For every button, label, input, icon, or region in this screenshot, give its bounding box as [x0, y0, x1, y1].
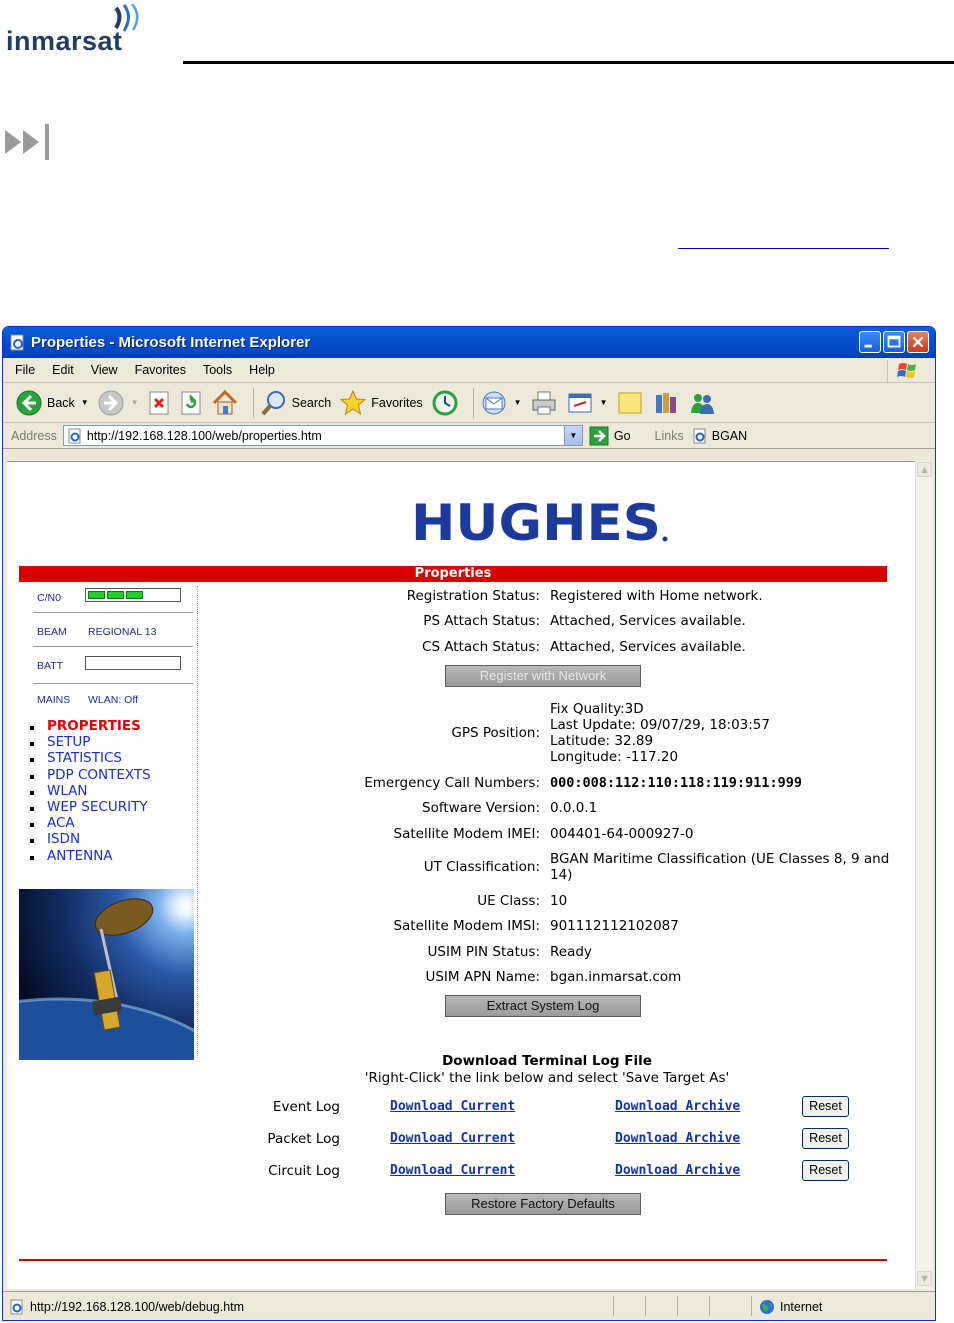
ie-page-icon: [67, 428, 83, 444]
links-label[interactable]: Links: [654, 428, 684, 443]
extract-system-log-button[interactable]: Extract System Log: [445, 995, 641, 1017]
usim-apn-value: bgan.inmarsat.com: [550, 969, 682, 985]
nav-item-pdp-contexts[interactable]: PDP CONTEXTS: [47, 766, 151, 783]
section-title: Properties: [414, 566, 492, 581]
search-icon: [260, 389, 288, 417]
battery-meter: [85, 656, 181, 670]
back-arrow-icon: [15, 389, 43, 417]
ue-class-value: 10: [550, 893, 568, 909]
address-url: http://192.168.128.100/web/properties.htm: [86, 428, 322, 443]
restore-factory-defaults-button[interactable]: Restore Factory Defaults: [445, 1193, 641, 1215]
go-label: Go: [613, 428, 631, 443]
history-button[interactable]: [431, 389, 459, 417]
close-button[interactable]: [907, 331, 929, 353]
chevron-down-icon[interactable]: ▼: [513, 398, 522, 407]
gps-fix-quality: Fix Quality:3D: [550, 701, 644, 717]
imei-value: 004401-64-000927-0: [550, 826, 694, 842]
usim-pin-label: USIM PIN Status:: [427, 944, 540, 960]
standard-toolbar: [3, 383, 935, 423]
nav-item-setup[interactable]: SETUP: [47, 734, 151, 750]
satellite-image: [19, 889, 194, 1060]
hughes-logo-text: HUGHES: [411, 498, 661, 544]
packet-log-reset-button[interactable]: Reset: [802, 1128, 849, 1149]
menu-file[interactable]: File: [15, 363, 36, 377]
links-bar: [655, 428, 748, 444]
home-button[interactable]: [211, 389, 239, 417]
nav-item-statistics[interactable]: STATISTICS: [47, 750, 151, 766]
fast-forward-icon: [5, 124, 53, 160]
security-zone: [759, 1299, 822, 1315]
emergency-label: Emergency Call Numbers:: [364, 775, 540, 791]
menu-tools[interactable]: Tools: [202, 363, 233, 377]
edit-page-icon: [566, 389, 594, 417]
discuss-button[interactable]: [616, 389, 644, 417]
circuit-log-download-current-link[interactable]: Download Current: [390, 1163, 516, 1178]
status-url-text: http://192.168.128.100/web/debug.htm: [30, 1300, 245, 1314]
globe-icon: [759, 1299, 775, 1315]
nav-menu: [47, 718, 151, 864]
register-network-button[interactable]: Register with Network: [445, 665, 641, 687]
batt-label: BATT: [37, 660, 64, 672]
browser-window: [2, 326, 936, 1321]
maximize-button[interactable]: [883, 331, 905, 353]
research-books-icon: [652, 389, 680, 417]
circuit-log-download-archive-link[interactable]: Download Archive: [615, 1163, 741, 1178]
vertical-scrollbar[interactable]: [915, 461, 932, 1289]
inmarsat-logo-text: inmarsat: [6, 26, 123, 56]
chevron-down-icon: ▼: [569, 431, 578, 440]
cn0-meter-segment: [107, 591, 124, 599]
bgan-link-label: BGAN: [711, 428, 748, 443]
download-subtitle: 'Right-Click' the link below and select 'Save Target As': [364, 1070, 730, 1086]
favorites-star-icon: [339, 389, 367, 417]
page-viewport: [7, 461, 915, 1289]
mail-icon: [480, 389, 508, 417]
scroll-up-button[interactable]: [917, 462, 932, 477]
security-zone-label: Internet: [780, 1300, 823, 1314]
nav-item-isdn[interactable]: ISDN: [47, 831, 151, 847]
favorites-label: Favorites: [371, 395, 423, 410]
hughes-logo: [411, 498, 669, 544]
event-log-label: Event Log: [272, 1099, 340, 1115]
edit-button[interactable]: [566, 389, 608, 417]
minimize-button[interactable]: [859, 331, 881, 353]
mail-button[interactable]: [480, 389, 522, 417]
chevron-down-icon[interactable]: ▼: [599, 398, 608, 407]
chevron-up-icon: ▲: [921, 465, 928, 474]
packet-log-label: Packet Log: [267, 1131, 340, 1147]
chevron-down-icon[interactable]: ▼: [80, 398, 89, 407]
ie-page-icon: [9, 334, 27, 352]
cn0-meter: [85, 588, 181, 602]
status-bar: [3, 1291, 936, 1321]
imsi-label: Satellite Modem IMSI:: [393, 918, 540, 934]
title-bar[interactable]: [3, 327, 935, 358]
windows-logo-icon: [887, 360, 927, 382]
address-dropdown-button[interactable]: [564, 426, 582, 445]
ps-attach-label: PS Attach Status:: [423, 613, 540, 629]
link-underline: [678, 248, 889, 249]
emergency-value: 000:008:112:110:118:119:911:999: [550, 775, 802, 791]
menu-favorites[interactable]: Favorites: [134, 363, 186, 377]
imsi-value: 901112112102087: [550, 918, 679, 934]
print-button[interactable]: [530, 389, 558, 417]
refresh-icon: [179, 390, 203, 416]
nav-item-properties[interactable]: PROPERTIES: [47, 718, 151, 734]
inmarsat-logo: [4, 4, 144, 60]
ut-classification-value: BGAN Maritime Classification (UE Classes 8, 9 and 14): [550, 851, 890, 883]
favorites-button[interactable]: [339, 389, 422, 417]
beam-value: REGIONAL 13: [88, 626, 157, 638]
wlan-status: WLAN: Off: [88, 694, 138, 706]
forward-button[interactable]: [97, 389, 139, 417]
cn0-meter-segment: [88, 591, 105, 599]
gps-label: GPS Position:: [451, 725, 540, 741]
mains-label: MAINS: [37, 694, 71, 706]
event-log-download-current-link[interactable]: Download Current: [390, 1099, 516, 1114]
go-button[interactable]: [589, 426, 631, 446]
chevron-down-icon[interactable]: ▼: [130, 398, 139, 407]
status-url: [9, 1299, 244, 1315]
printer-icon: [530, 389, 558, 417]
nav-item-aca[interactable]: ACA: [47, 815, 151, 831]
event-log-reset-button[interactable]: Reset: [802, 1096, 849, 1117]
address-input[interactable]: [63, 425, 583, 446]
cs-attach-value: Attached, Services available.: [550, 639, 746, 655]
back-label: Back: [47, 395, 75, 410]
menu-edit[interactable]: Edit: [52, 363, 74, 377]
messenger-icon: [688, 389, 716, 417]
section-title-bar: [19, 566, 887, 582]
gps-latitude: Latitude: 32.89: [550, 733, 654, 749]
ue-class-label: UE Class:: [477, 893, 540, 909]
circuit-log-label: Circuit Log: [268, 1163, 340, 1179]
search-label: Search: [291, 395, 332, 410]
stop-icon: [147, 390, 171, 416]
software-value: 0.0.0.1: [550, 800, 598, 816]
cn0-label: C/N0: [37, 592, 61, 604]
usim-pin-value: Ready: [550, 944, 592, 960]
messenger-button[interactable]: [688, 389, 716, 417]
registration-label: Registration Status:: [406, 588, 540, 604]
window-title: Properties - Microsoft Internet Explorer: [31, 334, 311, 351]
close-icon: [908, 332, 928, 352]
gps-last-update: Last Update: 09/07/29, 18:03:57: [550, 717, 770, 733]
registration-value: Registered with Home network.: [550, 588, 763, 604]
history-icon: [431, 389, 459, 417]
back-button[interactable]: [15, 389, 89, 417]
nav-item-wlan[interactable]: WLAN: [47, 783, 151, 799]
event-log-download-archive-link[interactable]: Download Archive: [615, 1099, 741, 1114]
address-label: Address: [11, 428, 57, 443]
go-arrow-icon: [589, 426, 609, 446]
research-button[interactable]: [652, 389, 680, 417]
packet-log-download-current-link[interactable]: Download Current: [390, 1131, 516, 1146]
forward-arrow-icon: [97, 389, 125, 417]
refresh-button[interactable]: [179, 390, 203, 416]
chevron-down-icon: ▼: [921, 1274, 928, 1283]
search-button[interactable]: [260, 389, 332, 417]
maximize-icon: [884, 332, 904, 352]
bgan-link[interactable]: [692, 428, 747, 444]
address-bar: [3, 423, 935, 449]
header-rule: [183, 61, 954, 64]
home-icon: [211, 389, 239, 417]
usim-apn-label: USIM APN Name:: [425, 969, 540, 985]
note-icon: [616, 389, 644, 417]
beam-label: BEAM: [37, 626, 67, 638]
software-label: Software Version:: [422, 800, 540, 816]
ie-page-icon: [9, 1299, 25, 1315]
download-title: Download Terminal Log File: [442, 1053, 652, 1069]
bottom-divider: [19, 1259, 887, 1261]
menu-view[interactable]: View: [90, 363, 118, 377]
gps-longitude: Longitude: -117.20: [550, 749, 679, 765]
menu-bar: [3, 358, 935, 383]
scroll-down-button[interactable]: [917, 1271, 932, 1286]
satellite-illustration: [19, 889, 194, 1060]
cs-attach-label: CS Attach Status:: [422, 639, 540, 655]
ie-page-icon: [692, 428, 708, 444]
ps-attach-value: Attached, Services available.: [550, 613, 746, 629]
packet-log-download-archive-link[interactable]: Download Archive: [615, 1131, 741, 1146]
minimize-icon: [860, 332, 880, 352]
circuit-log-reset-button[interactable]: Reset: [802, 1160, 849, 1181]
nav-item-antenna[interactable]: ANTENNA: [47, 848, 151, 864]
imei-label: Satellite Modem IMEI:: [393, 826, 540, 842]
stop-button[interactable]: [147, 390, 171, 416]
cn0-meter-segment: [126, 591, 143, 599]
menu-help[interactable]: Help: [249, 363, 275, 377]
nav-item-wep-security[interactable]: WEP SECURITY: [47, 799, 151, 815]
ut-classification-label: UT Classification:: [423, 859, 540, 875]
